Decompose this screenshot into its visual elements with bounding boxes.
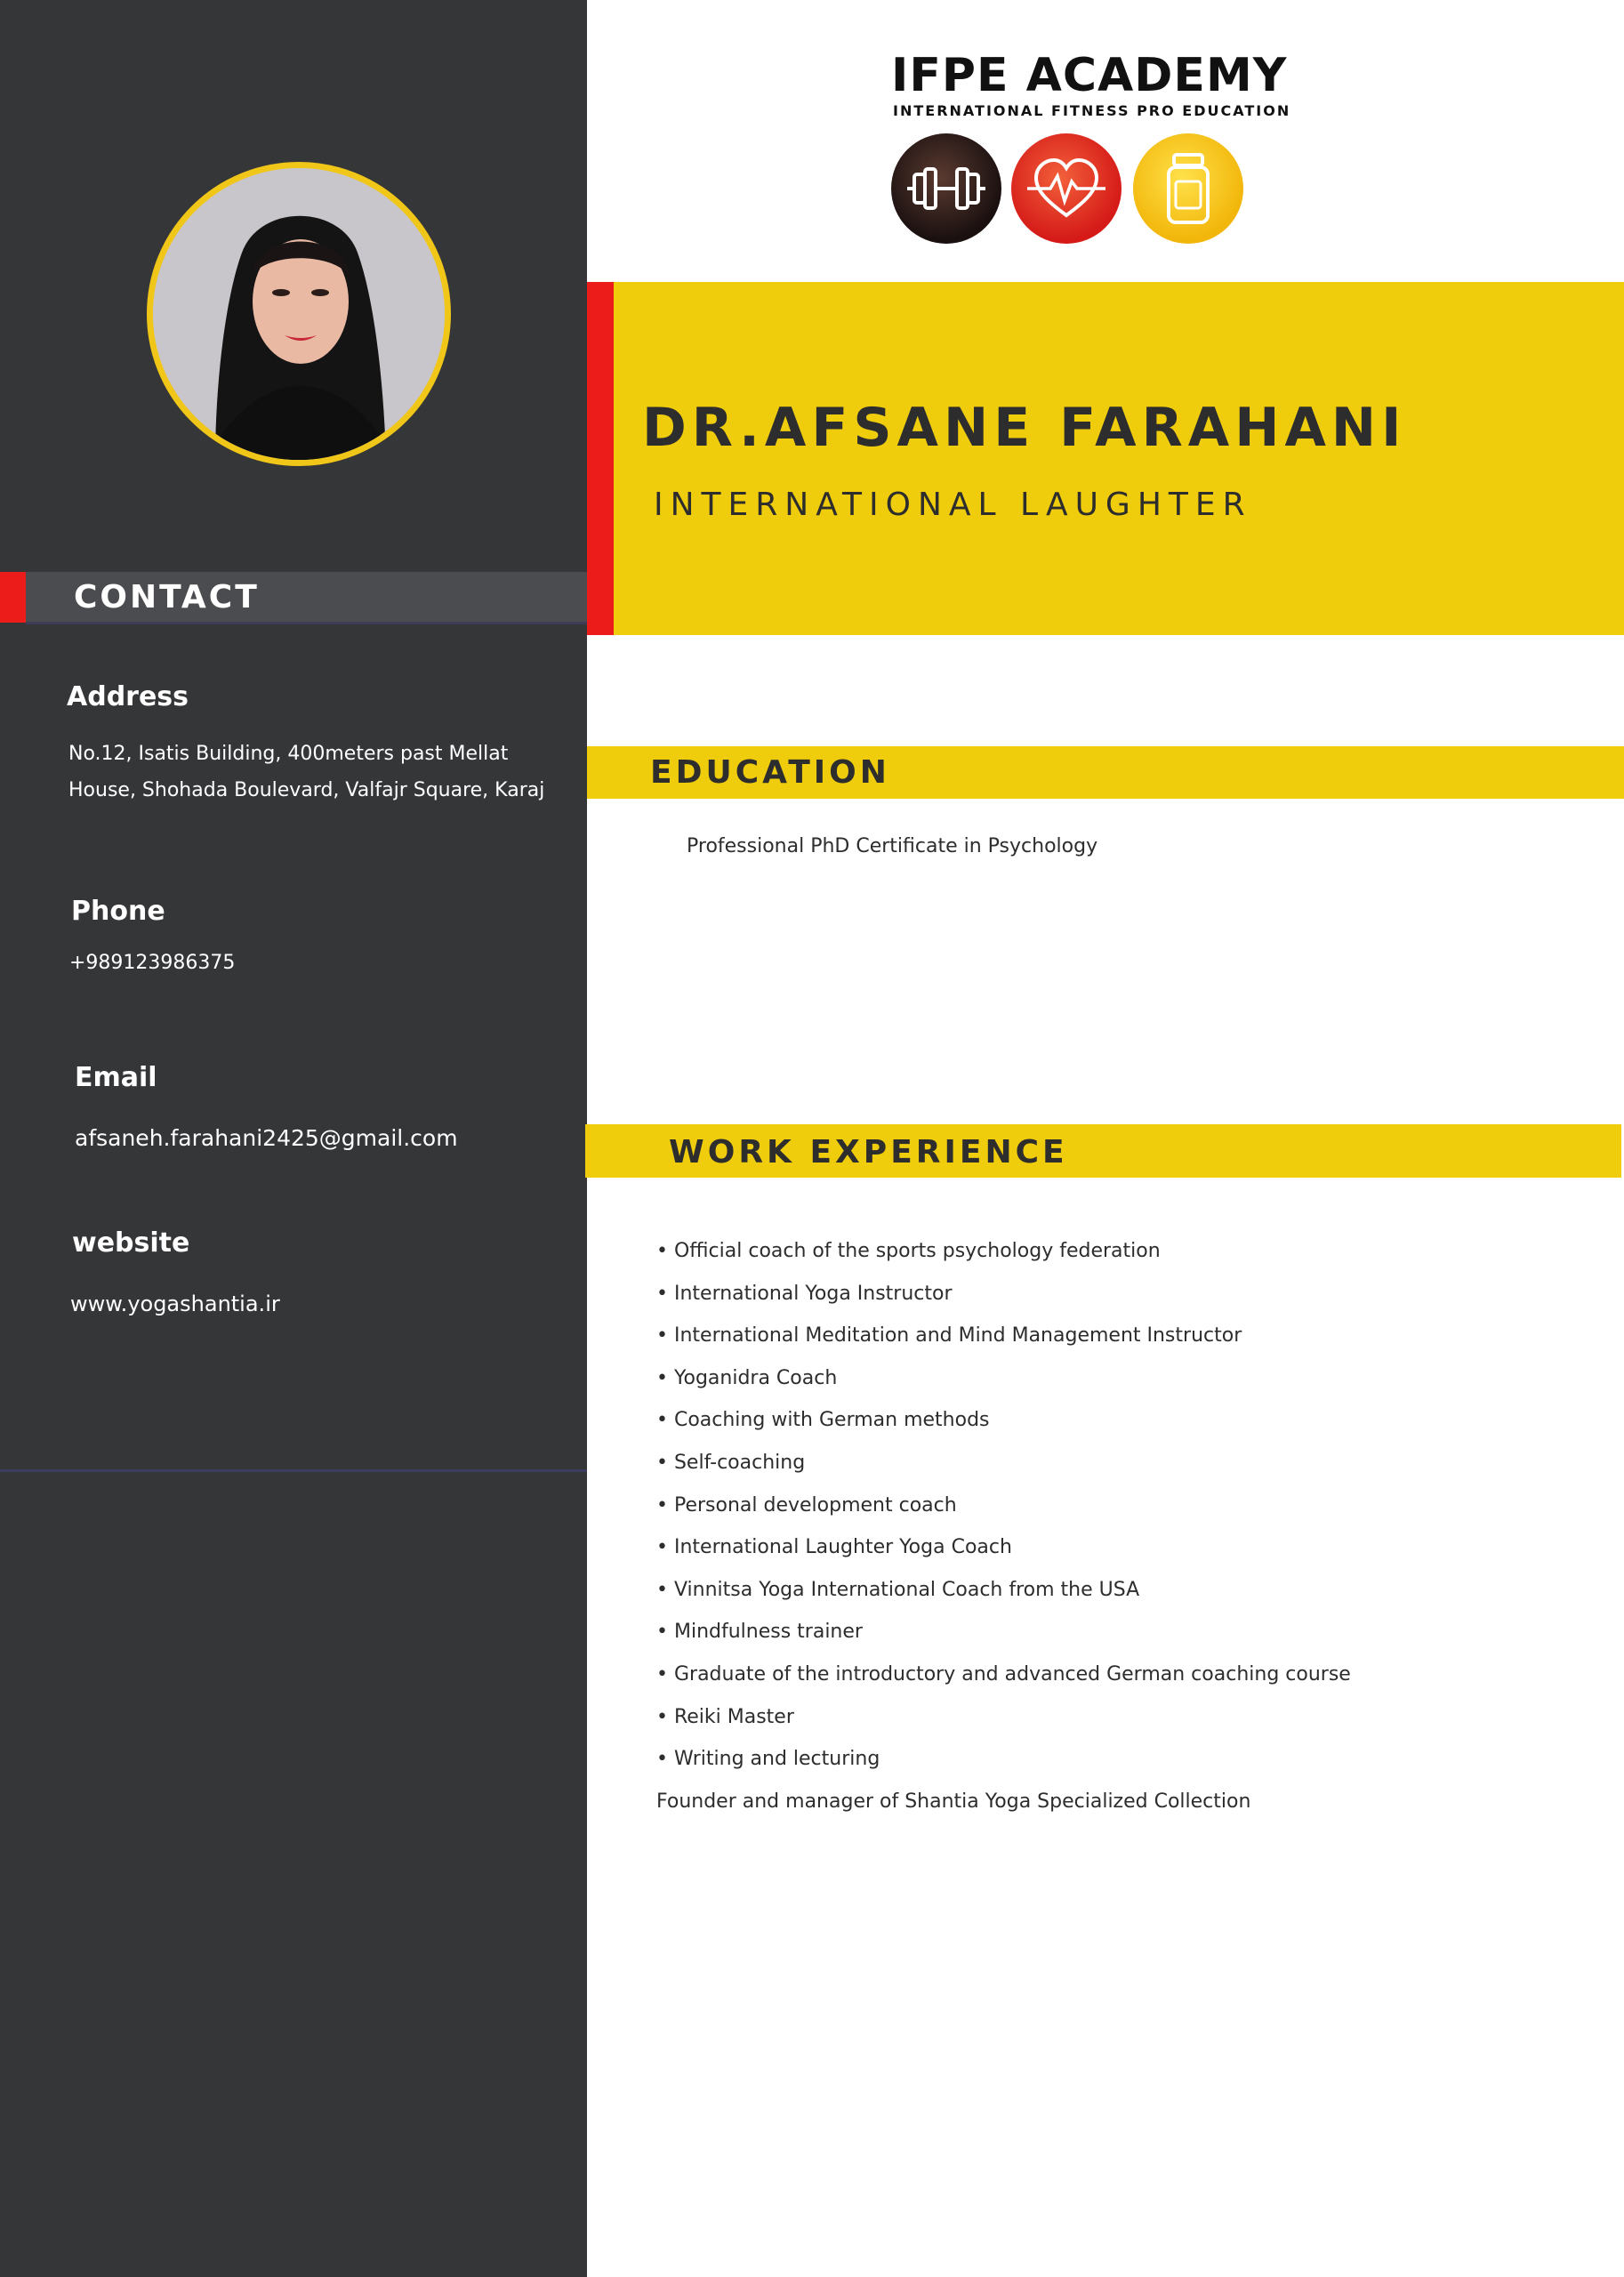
list-item: • Official coach of the sports psychology federation: [656, 1240, 1161, 1262]
address-line-1: No.12, Isatis Building, 400meters past Mellat: [68, 743, 509, 765]
address-label: Address: [67, 681, 189, 712]
heartbeat-icon: [1011, 133, 1122, 244]
logo-subtitle: INTERNATIONAL FITNESS PRO EDUCATION: [893, 102, 1291, 119]
phone-value[interactable]: +989123986375: [69, 952, 236, 974]
contact-divider: [26, 622, 587, 624]
website-label: website: [72, 1227, 190, 1259]
profile-photo: [147, 162, 451, 466]
contact-title: CONTACT: [74, 579, 260, 616]
list-item: • International Yoga Instructor: [656, 1282, 953, 1305]
list-item: • Vinnitsa Yoga International Coach from the USA: [656, 1578, 1140, 1601]
email-label: Email: [75, 1062, 157, 1093]
list-item: • Graduate of the introductory and advanced German coaching course: [656, 1662, 1351, 1686]
list-item: • Coaching with German methods: [656, 1409, 990, 1432]
person-role: INTERNATIONAL LAUGHTER: [654, 487, 1252, 523]
person-name: DR.AFSANE FARAHANI: [642, 397, 1407, 459]
list-item: • International Laughter Yoga Coach: [656, 1536, 1012, 1559]
education-item: Professional PhD Certificate in Psychology: [687, 835, 1098, 857]
list-item: Founder and manager of Shantia Yoga Specialized Collection: [656, 1790, 1251, 1813]
list-item: • Yoganidra Coach: [656, 1366, 838, 1389]
website-link[interactable]: www.yogashantia.ir: [70, 1291, 280, 1316]
work-title: WORK EXPERIENCE: [669, 1134, 1068, 1171]
academy-logo: [886, 46, 1291, 253]
phone-label: Phone: [71, 896, 165, 927]
address-line-2: House, Shohada Boulevard, Valfajr Square, Karaj: [68, 779, 545, 801]
education-title: EDUCATION: [650, 754, 890, 791]
dumbbell-icon: [891, 133, 1001, 244]
portrait-image: [153, 168, 445, 460]
sidebar-divider: [0, 1469, 587, 1472]
email-value[interactable]: afsaneh.farahani2425@gmail.com: [75, 1125, 458, 1151]
list-item: • Mindfulness trainer: [656, 1621, 863, 1644]
supplement-jar-icon: [1133, 133, 1243, 244]
name-banner-accent: [587, 282, 614, 635]
list-item: • Writing and lecturing: [656, 1748, 880, 1771]
list-item: • Personal development coach: [656, 1493, 957, 1517]
list-item: • Reiki Master: [656, 1705, 794, 1728]
contact-accent: [0, 572, 26, 623]
list-item: • International Meditation and Mind Management Instructor: [656, 1324, 1242, 1348]
logo-title: IFPE ACADEMY: [891, 49, 1288, 102]
work-experience-list: [656, 1230, 1351, 1822]
list-item: • Self-coaching: [656, 1451, 806, 1474]
